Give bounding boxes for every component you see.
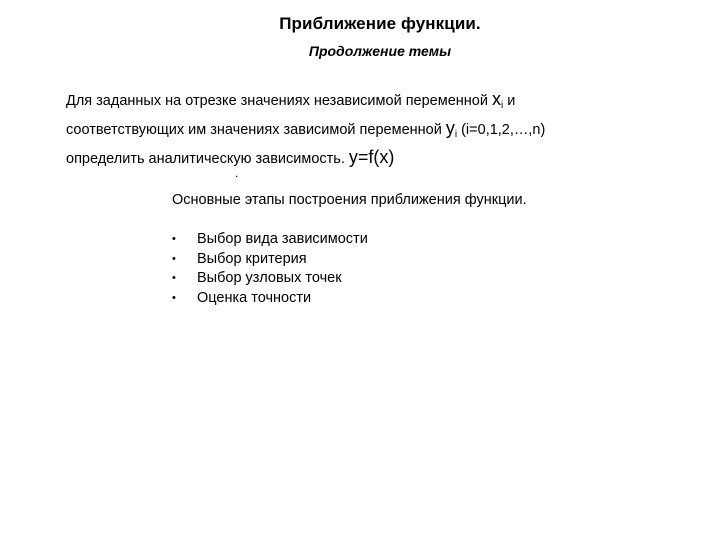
problem-line-3-text: определить аналитическую зависимость. xyxy=(66,151,349,167)
stages-heading: Основные этапы построения приближения функции. xyxy=(172,192,527,208)
bullet-icon: • xyxy=(172,233,176,245)
list-item-label: Выбор узловых точек xyxy=(197,270,342,286)
list-item xyxy=(172,250,368,270)
problem-line-1-text: Для заданных на отрезке значениях независимой переменной xyxy=(66,93,492,109)
stages-list xyxy=(172,230,368,308)
problem-line-2 xyxy=(66,117,666,146)
list-item xyxy=(172,269,368,289)
list-item xyxy=(172,230,368,250)
list-item-label: Выбор критерия xyxy=(197,250,307,267)
bullet-icon: • xyxy=(172,291,176,304)
problem-line-3 xyxy=(66,146,666,170)
problem-line-2-text: соответствующих им значениях зависимой переменной xyxy=(66,122,446,138)
function-formula: y=f(x) xyxy=(348,147,395,167)
problem-line-1-end: и xyxy=(503,93,516,109)
variable-x: x xyxy=(491,89,501,109)
index-range: (i=0,1,2,…,n) xyxy=(457,122,546,138)
problem-statement xyxy=(66,88,666,170)
variable-y: y xyxy=(445,118,455,138)
variable-x-subscript: i xyxy=(500,100,504,111)
dot-mark: . xyxy=(235,166,239,180)
bullet-icon: • xyxy=(172,272,176,284)
slide-subtitle: Продолжение темы xyxy=(308,43,452,59)
list-item-label: Выбор вида зависимости xyxy=(197,231,368,247)
problem-line-1 xyxy=(66,88,666,117)
bullet-icon: • xyxy=(172,252,176,265)
list-item xyxy=(172,289,368,309)
slide-title: Приближение функции. xyxy=(279,14,481,33)
list-item-label: Оценка точности xyxy=(197,289,312,306)
variable-y-subscript: i xyxy=(454,129,458,140)
